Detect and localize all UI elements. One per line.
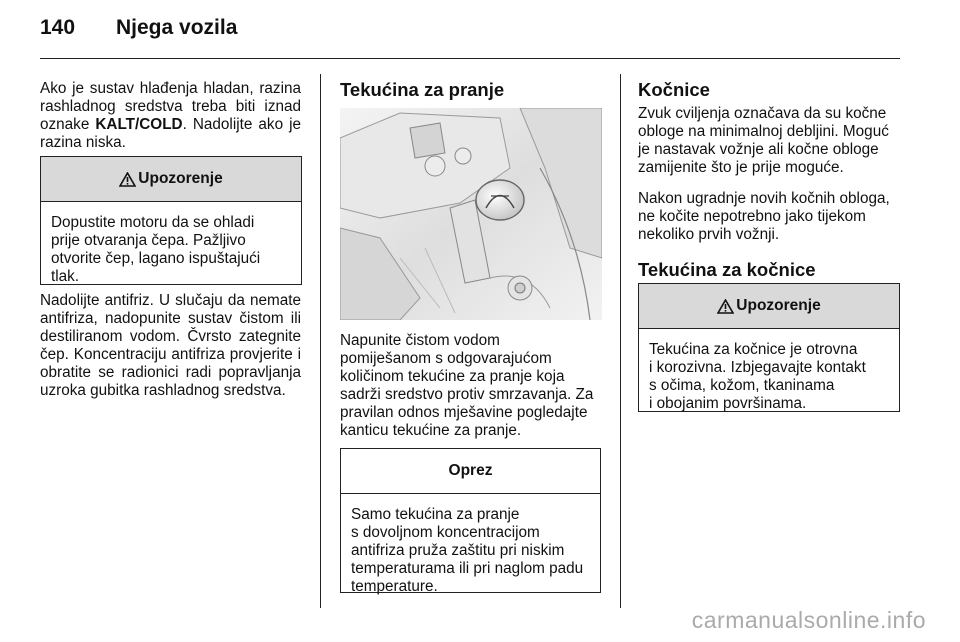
coolant-intro-paragraph: Ako je sustav hlađenja hladan, razina rashladnog sredstva treba biti iznad oznake KALT/COLD. Nadolijte ako je razina niska.	[40, 80, 302, 151]
warning-triangle-icon	[717, 299, 734, 314]
warning-title: Upozorenje	[138, 170, 223, 187]
washer-reservoir-illustration	[340, 108, 602, 320]
brake-fluid-heading: Tekućina za kočnice	[638, 259, 816, 280]
brakes-heading: Kočnice	[638, 79, 710, 100]
column-divider-2	[620, 74, 621, 608]
brakes-paragraph-2: Nakon ugradnje novih kočnih obloga, ne kočite nepotrebno jako tijekom nekoliko prvih vožnji.	[638, 190, 890, 243]
kalt-cold-label: KALT/COLD	[95, 116, 183, 133]
page-number: 140	[40, 16, 76, 39]
antifreeze-paragraph: Nadolijte antifriz. U slučaju da nemate antifriza, nadopunite sustav čistom ili destiliranom vodom. Čvrsto zategnite čep. Koncentraciju antifriza provjerite i obratite se radionici radi popravljanja uzroka gubitka rashladnog sredstva.	[40, 292, 301, 399]
warning-title: Upozorenje	[736, 297, 821, 314]
watermark: carmanualsonline.info	[691, 607, 926, 633]
page-title: Njega vozila	[116, 16, 238, 39]
coolant-warning-box	[40, 156, 302, 285]
caution-header	[341, 449, 600, 494]
warning-header	[41, 157, 301, 202]
warning-header	[639, 284, 899, 329]
column-divider-1	[320, 74, 321, 608]
caution-title: Oprez	[448, 462, 493, 479]
warning-text: Dopustite motoru da se ohladi prije otvaranja čepa. Pažljivo otvorite čep, lagano ispuštajući tlak.	[51, 214, 261, 285]
warning-triangle-icon	[119, 172, 136, 187]
caution-box	[340, 448, 601, 593]
brake-fluid-warning-box	[638, 283, 900, 412]
washer-fluid-heading: Tekućina za pranje	[340, 79, 505, 100]
warning-text: Tekućina za kočnice je otrovna i korozivna. Izbjegavajte kontakt s očima, kožom, tkaninama i obojanim površinama.	[649, 341, 866, 412]
washer-fluid-paragraph: Napunite čistom vodom pomiješanom s odgovarajućom količinom tekućine za pranje koja sadrži sredstvo protiv smrzavanja. Za pravilan odnos mješavine pogledajte kanticu tekućine za pranje.	[340, 332, 594, 439]
brakes-paragraph-1: Zvuk cviljenja označava da su kočne obloge na minimalnoj debljini. Moguć je nastavak vožnje ali kočne obloge zamijenite što je prije moguće.	[638, 105, 889, 176]
header-rule	[40, 58, 900, 59]
caution-text: Samo tekućina za pranje s dovoljnom koncentracijom antifriza pruža zaštitu pri niskim temperaturama ili pri naglom padu temperature.	[351, 506, 584, 595]
